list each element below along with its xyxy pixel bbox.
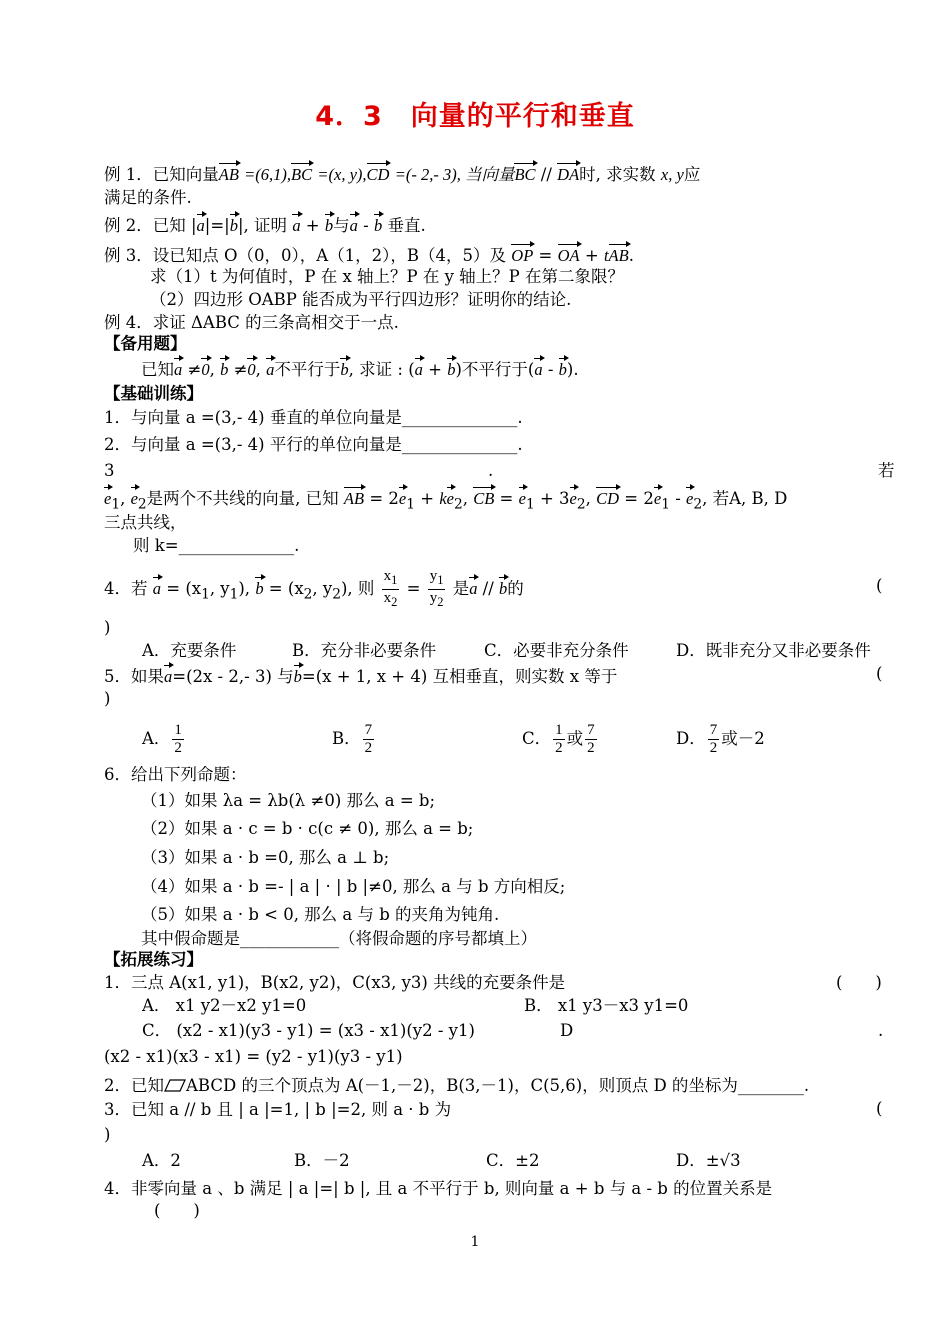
basic-q3-line3: 则 k=______________. bbox=[133, 536, 300, 555]
example-1-line-2: 满足的条件. bbox=[104, 188, 192, 207]
ext-header: 【拓展练习】 bbox=[104, 950, 203, 969]
basic-q2: 2．与向量 a =(3,- 4) 平行的单位向量是______________. bbox=[104, 435, 523, 454]
page-title: 4．3 向量的平行和垂直 bbox=[315, 101, 635, 132]
basic-q4-option-a: A．充要条件 bbox=[142, 641, 237, 660]
basic-q6-item-2: （2）如果 a · c = b · c(c ≠ 0), 那么 a = b; bbox=[141, 819, 474, 838]
basic-q5-option-d: D． $\frac{7}{2}$ 或－2 bbox=[676, 722, 765, 756]
ext-q3-option-b: B．－2 bbox=[294, 1151, 350, 1170]
parallelogram-icon bbox=[164, 1079, 186, 1092]
ext-q3-option-a: A．2 bbox=[142, 1151, 181, 1170]
basic-q3-number: 3 bbox=[104, 461, 115, 480]
ext-q1: 1．三点 A(x1, y1)，B(x2, y2)，C(x3, y3) 共线的充要条件是 bbox=[104, 973, 566, 992]
basic-q4-option-c: C．必要非充分条件 bbox=[484, 641, 629, 660]
basic-q3-dot: . bbox=[488, 461, 494, 480]
ext-q2: 2．已知 ABCD 的三个顶点为 A(－1,－2)，B(3,－1)，C(5,6)，则顶点 D 的坐标为________. bbox=[104, 1076, 810, 1095]
backup-header: 【备用题】 bbox=[104, 334, 187, 353]
ext-q4-paren: ( ) bbox=[154, 1201, 200, 1220]
basic-q5-option-c: C． $\frac{1}{2}$ 或 $\frac{7}{2}$ bbox=[522, 722, 595, 756]
ext-q3-paren: ( bbox=[876, 1099, 883, 1118]
ext-q1-option-b: B． x1 y3－x3 y1=0 bbox=[524, 996, 689, 1015]
basic-q6-tail: 其中假命题是____________（将假命题的序号都填上） bbox=[141, 929, 537, 948]
basic-q6-item-3: （3）如果 a · b =0, 那么 a ⊥ b; bbox=[141, 848, 390, 867]
example-3: 例 3．设已知点 O（0，0），A（1，2），B（4，5）及 OP = OA + tAB. bbox=[104, 243, 634, 267]
ext-q1-option-d-label: D bbox=[560, 1021, 574, 1040]
basic-q6-item-4: （4）如果 a · b =- | a | · | b |≠0, 那么 a 与 b 方向相反; bbox=[141, 877, 566, 896]
basic-q5-paren: ( bbox=[876, 664, 883, 683]
basic-q5-option-b: B． $\frac{7}{2}$ bbox=[332, 722, 373, 756]
ext-q4: 4．非零向量 a 、b 满足 | a |=| b |, 且 a 不平行于 b, 则向量 a + b 与 a - b 的位置关系是 bbox=[104, 1179, 773, 1198]
basic-q4-paren: ( bbox=[876, 576, 883, 595]
basic-q6-item-5: （5）如果 a · b < 0, 那么 a 与 b 的夹角为钝角. bbox=[141, 905, 500, 924]
basic-q4-option-d: D．既非充分又非必要条件 bbox=[676, 641, 871, 660]
example-1-line-1: 例 1．已知向量AB =(6,1),BC =(x, y),CD =(- 2,- 3), 当向量BC // DA时, 求实数 x, y应 bbox=[104, 162, 700, 186]
example-3-q1: 求（1）t 为何值时，P 在 x 轴上？P 在 y 轴上？P 在第二象限？ bbox=[150, 267, 625, 286]
page-number: 1 bbox=[470, 1234, 480, 1250]
basic-q4-option-b: B．充分非必要条件 bbox=[292, 641, 437, 660]
ext-q1-paren: ( ) bbox=[836, 973, 882, 992]
backup-problem: 已知a ≠0, b ≠0, a不平行于b, 求证 : (a + b)不平行于(a - b). bbox=[141, 357, 579, 381]
example-2: 例 2．已知 |a|=|b|, 证明 a + b与a - b 垂直. bbox=[104, 213, 426, 237]
basic-q1: 1．与向量 a =(3,- 4) 垂直的单位向量是______________. bbox=[104, 408, 523, 427]
basic-q3-line2: 三点共线， bbox=[104, 513, 187, 532]
ext-q1-option-d: (x2 - x1)(x3 - x1) = (y2 - y1)(y3 - y1) bbox=[104, 1047, 403, 1066]
ext-q1-option-d-dot: . bbox=[878, 1021, 884, 1040]
basic-q3-body: $e_1$, $e_2$是两个不共线的向量, 已知 AB = $2e_1 + ke_2$, CB = $e_1 + 3e_2$, CD = $2e_1 - e_2$, 若A, B, D bbox=[104, 486, 787, 515]
ext-q3: 3．已知 a // b 且 | a |=1, | b |=2, 则 a · b 为 bbox=[104, 1100, 452, 1119]
example-3-q2: （2）四边形 OABP 能否成为平行四边形？证明你的结论. bbox=[150, 290, 572, 309]
basic-q5: 5．如果a=(2x - 2,- 3) 与b=(x + 1, x + 4) 互相垂直，则实数 x 等于 bbox=[104, 664, 617, 688]
basic-q6-item-1: （1）如果 λa = λb(λ ≠0) 那么 a = b; bbox=[141, 791, 436, 810]
basic-q3-ruo: 若 bbox=[878, 461, 895, 480]
ext-q1-option-c: C． (x2 - x1)(y3 - y1) = (x3 - x1)(y2 - y1) bbox=[142, 1021, 475, 1040]
ext-q3-close: ) bbox=[104, 1125, 111, 1144]
ext-q3-option-d: D．±√3 bbox=[676, 1151, 741, 1170]
basic-q6: 6．给出下列命题： bbox=[104, 765, 247, 784]
basic-header: 【基础训练】 bbox=[104, 384, 203, 403]
basic-q4: 4．若 $a = (x_1$, $y_1$), $b = (x_2$, $y_2$), 则 $\frac{x_1}{x_2}$ = $\frac{y_1}{y_2}$ 是a // b的 bbox=[104, 568, 524, 609]
basic-q5-close: ) bbox=[104, 689, 111, 708]
example-4: 例 4．求证 ΔABC 的三条高相交于一点. bbox=[104, 313, 399, 332]
ext-q3-option-c: C．±2 bbox=[486, 1151, 540, 1170]
ext-q1-option-a: A． x1 y2－x2 y1=0 bbox=[142, 996, 307, 1015]
basic-q5-option-a: A． $\frac{1}{2}$ bbox=[142, 722, 182, 756]
basic-q4-close: ) bbox=[104, 618, 111, 637]
